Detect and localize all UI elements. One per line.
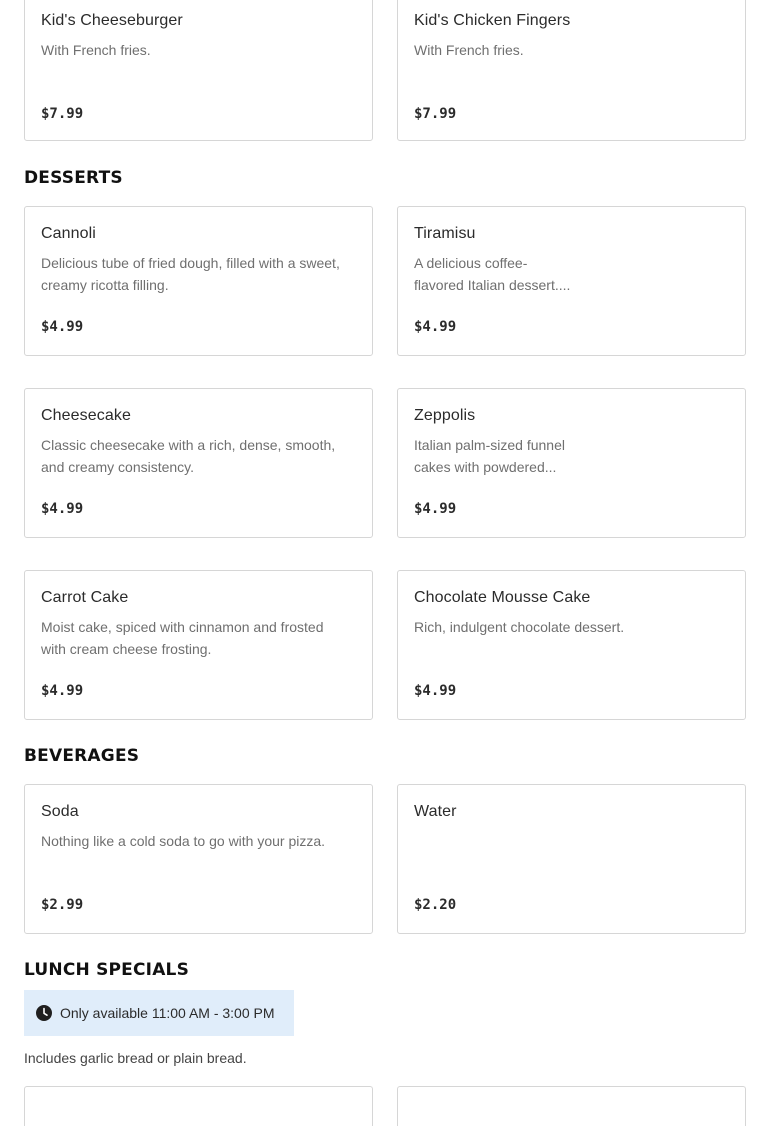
menu-item-card[interactable] xyxy=(24,570,373,720)
menu-item-name: Tiramisu xyxy=(414,225,476,242)
menu-item-card[interactable] xyxy=(397,388,746,538)
menu-item-description xyxy=(41,434,335,478)
menu-item-description-line: Rich, indulgent chocolate dessert. xyxy=(414,619,625,635)
menu-item-card[interactable] xyxy=(397,784,746,934)
menu-item-card[interactable] xyxy=(24,0,373,141)
clock-icon xyxy=(36,1005,52,1021)
menu-item-name: Kid's Chicken Fingers xyxy=(414,12,571,29)
menu-item-price: $7.99 xyxy=(41,106,84,122)
menu-item-description-line: With French fries. xyxy=(414,42,524,58)
menu-item-name: Soda xyxy=(41,803,79,820)
availability-hours-badge xyxy=(24,990,294,1036)
menu-item-name: Water xyxy=(414,803,457,820)
menu-item-description-line: Classic cheesecake with a rich, dense, smooth, xyxy=(41,437,336,453)
menu-item-card[interactable] xyxy=(24,388,373,538)
menu-item-price: $4.99 xyxy=(41,501,84,517)
menu-item-name: Cannoli xyxy=(41,225,96,242)
menu-item-description-line: Nothing like a cold soda to go with your pizza. xyxy=(41,833,326,849)
menu-item-description-line: creamy ricotta filling. xyxy=(41,277,169,293)
menu-item-price: $4.99 xyxy=(414,501,457,517)
menu-item-card[interactable] xyxy=(24,1086,373,1126)
menu-item-description-line: and creamy consistency. xyxy=(41,459,195,475)
availability-hours-text: Only available 11:00 AM - 3:00 PM xyxy=(60,1005,275,1021)
menu-item-card[interactable] xyxy=(397,206,746,356)
menu-item-description xyxy=(41,830,325,852)
menu-item-description xyxy=(41,252,340,296)
menu-item-description xyxy=(414,616,624,638)
menu-item-description-line: flavored Italian dessert.... xyxy=(414,277,571,293)
menu-item-name: Carrot Cake xyxy=(41,589,129,606)
menu-item-card[interactable] xyxy=(397,1086,746,1126)
section-title-desserts: DESSERTS xyxy=(24,168,123,188)
menu-item-description xyxy=(414,252,570,296)
section-title-lunch-specials: LUNCH SPECIALS xyxy=(24,960,190,980)
menu-item-description-line: with cream cheese frosting. xyxy=(41,641,212,657)
section-title-beverages: BEVERAGES xyxy=(24,746,140,766)
menu-item-price: $4.99 xyxy=(41,319,84,335)
menu-item-description xyxy=(414,434,565,478)
menu-item-description-line: Italian palm-sized funnel xyxy=(414,437,565,453)
menu-item-name: Kid's Cheeseburger xyxy=(41,12,183,29)
menu-item-description-line: A delicious coffee- xyxy=(414,255,528,271)
menu-item-description-line: cakes with powdered... xyxy=(414,459,557,475)
menu-item-description-line: With French fries. xyxy=(41,42,151,58)
menu-item-name: Zeppolis xyxy=(414,407,476,424)
menu-item-description-line: Moist cake, spiced with cinnamon and frosted xyxy=(41,619,324,635)
menu-item-price: $4.99 xyxy=(41,683,84,699)
menu-item-price: $2.20 xyxy=(414,897,457,913)
menu-item-card[interactable] xyxy=(397,570,746,720)
menu-item-price: $4.99 xyxy=(414,319,457,335)
menu-item-description-line: Delicious tube of fried dough, filled with a sweet, xyxy=(41,255,340,271)
menu-item-name: Chocolate Mousse Cake xyxy=(414,589,591,606)
menu-item-name: Cheesecake xyxy=(41,407,131,424)
menu-item-description xyxy=(41,39,151,61)
menu-item-price: $7.99 xyxy=(414,106,457,122)
lunch-specials-note: Includes garlic bread or plain bread. xyxy=(24,1050,247,1066)
menu-item-card[interactable] xyxy=(24,784,373,934)
menu-item-card[interactable] xyxy=(397,0,746,141)
menu-item-description xyxy=(414,39,524,61)
menu-item-price: $4.99 xyxy=(414,683,457,699)
menu-item-card[interactable] xyxy=(24,206,373,356)
menu-item-description xyxy=(41,616,323,660)
menu-item-price: $2.99 xyxy=(41,897,84,913)
